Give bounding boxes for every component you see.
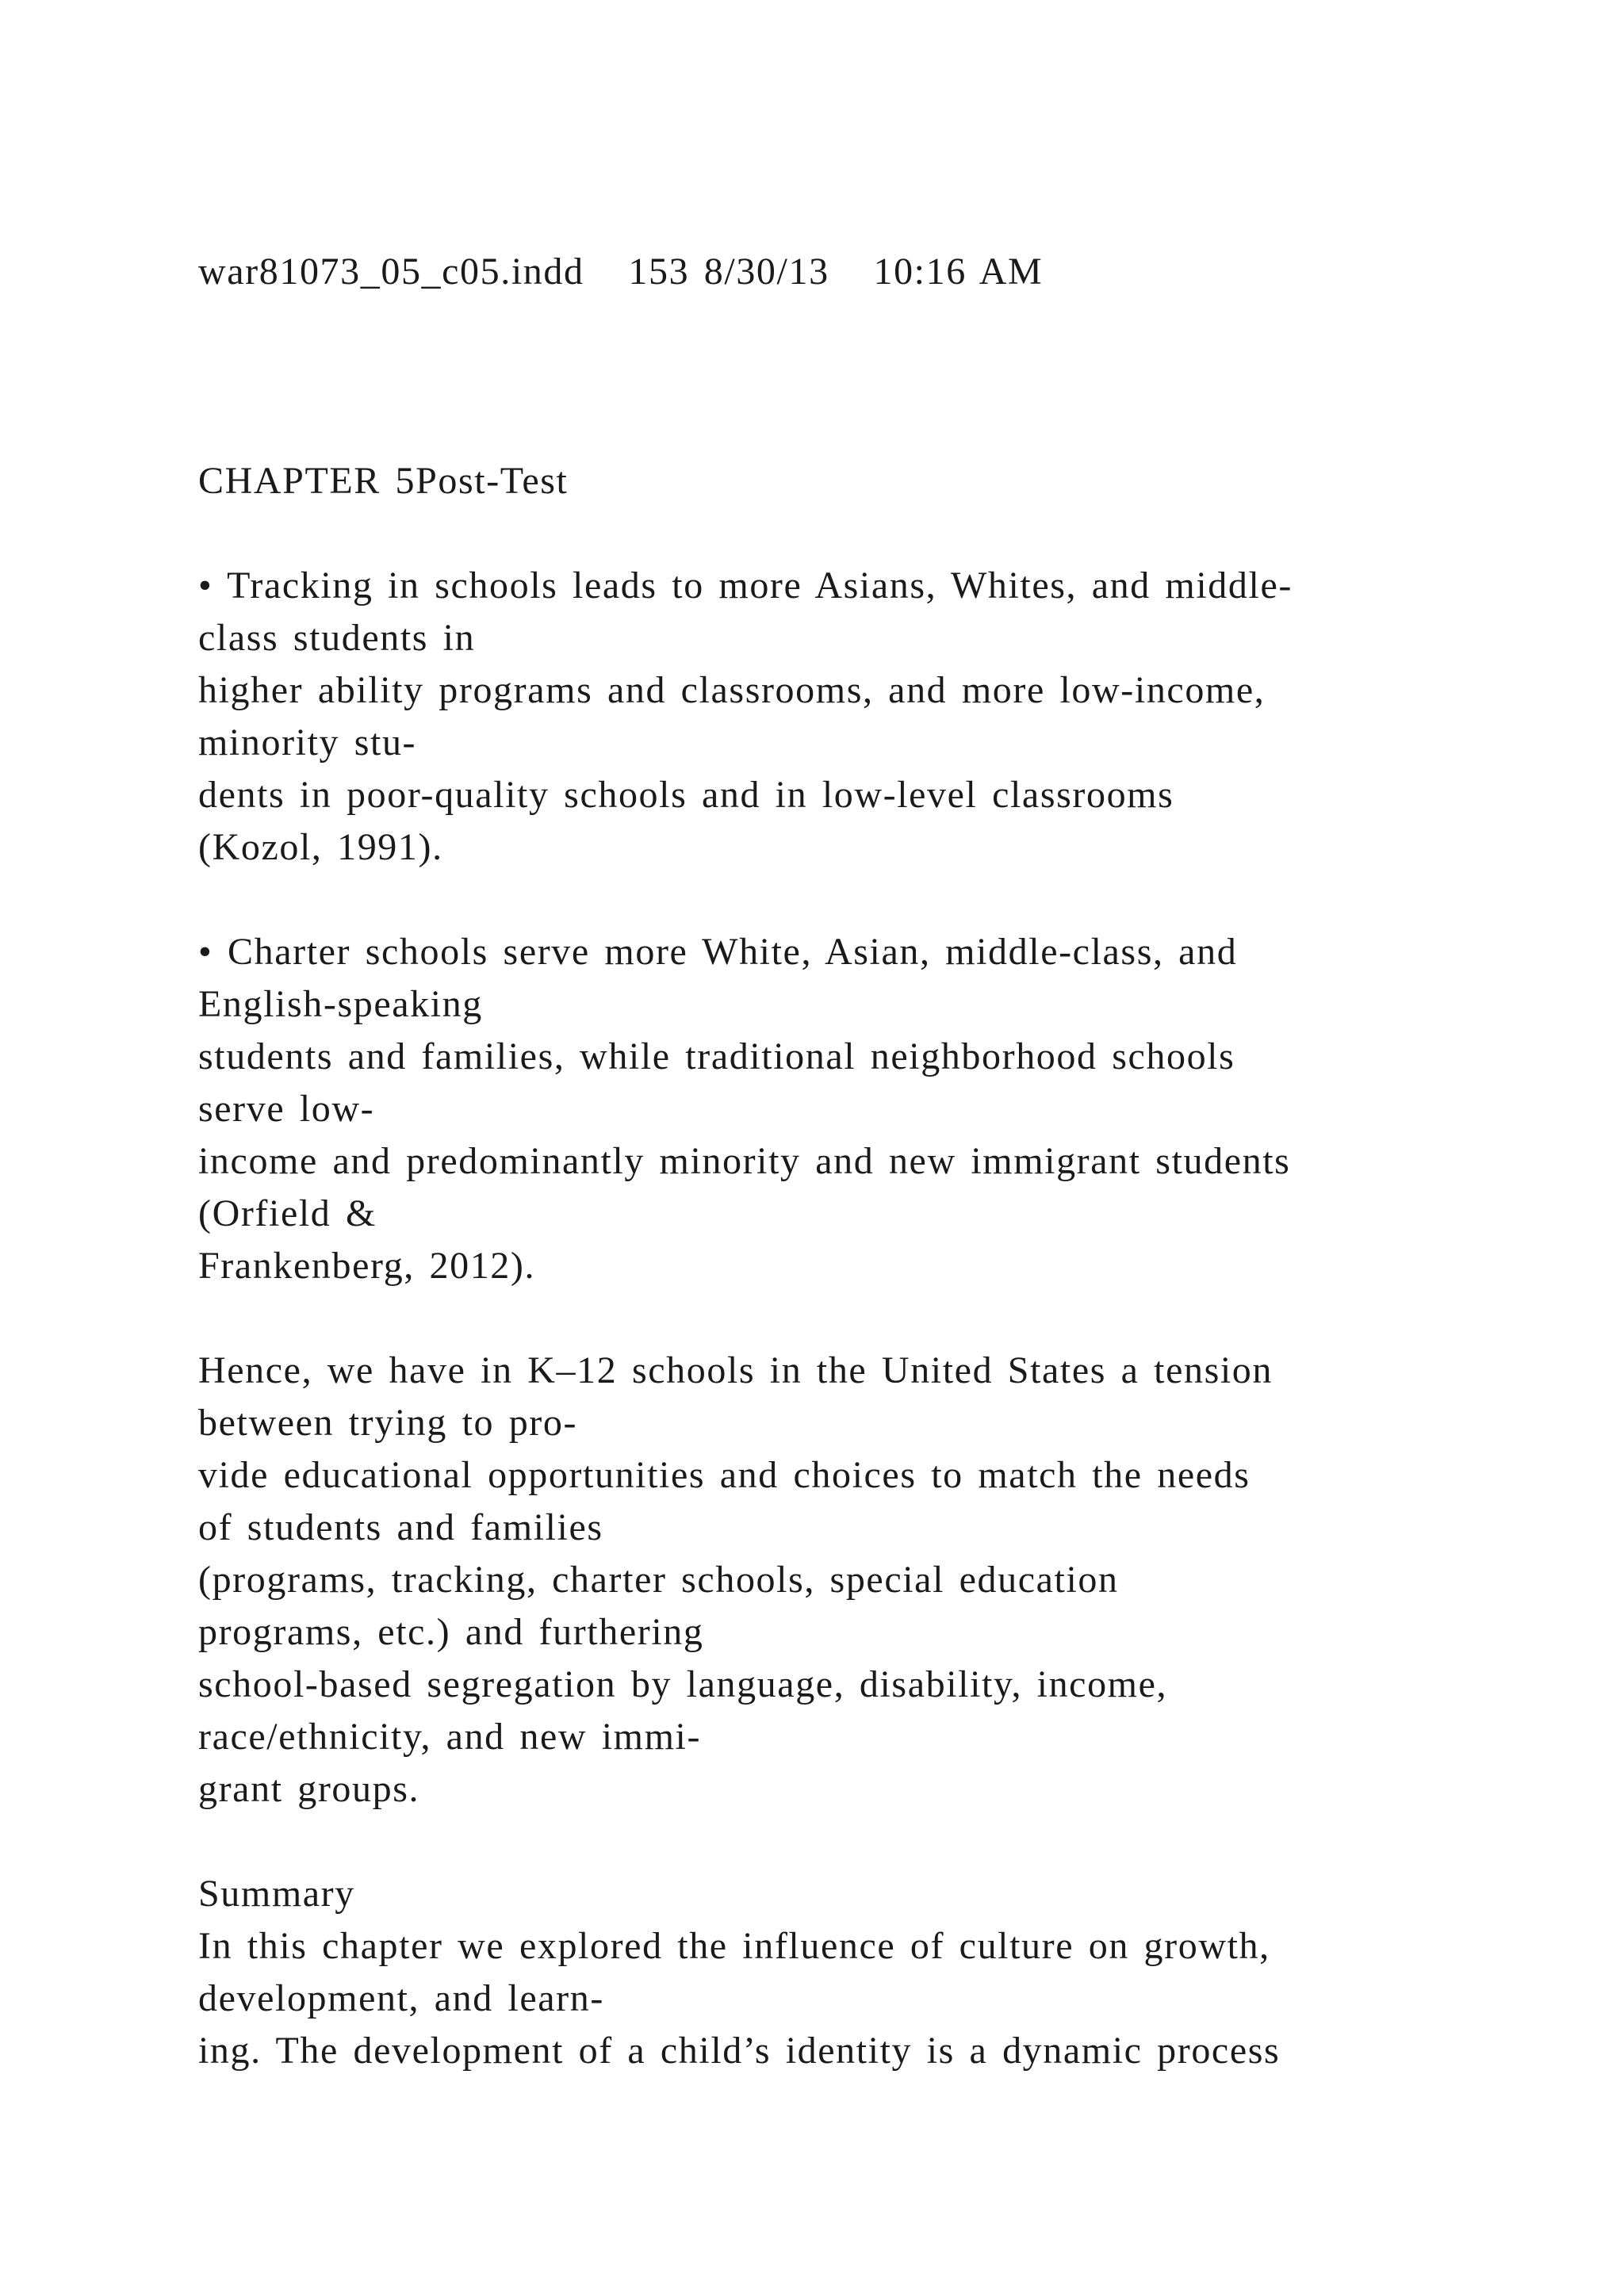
file-info-line: war81073_05_c05.indd 153 8/30/13 10:16 AM [198,251,1044,293]
text-line: vide educational opportunities and choices to match the needs [198,1454,1251,1496]
text-line: ing. The development of a child’s identity is a dynamic process [198,2030,1281,2072]
text-line: serve low- [198,1088,375,1130]
text-line: higher ability programs and classrooms, and more low-income, [198,669,1266,711]
text-line: of students and families [198,1506,603,1548]
text-line: (Orfield & [198,1192,377,1234]
body-paragraph [198,1345,1546,1816]
text-line: race/ethnicity, and new immi- [198,1716,702,1758]
text-line: students and families, while traditional neighborhood schools [198,1035,1235,1077]
text-line: • Tracking in schools leads to more Asians, Whites, and middle- [198,564,1293,607]
summary-heading: Summary [198,1873,355,1915]
text-line: In this chapter we explored the influence of culture on growth, [198,1925,1270,1967]
summary-paragraph [198,1920,1546,2077]
spacer [198,1816,1546,1868]
text-line: • Charter schools serve more White, Asian, middle-class, and [198,931,1238,973]
text-line: (Kozol, 1991). [198,826,443,868]
spacer [198,298,1546,455]
text-line: Hence, we have in K–12 schools in the United States a tension [198,1349,1273,1391]
text-line: income and predominantly minority and new immigrant students [198,1140,1291,1182]
text-line: class students in [198,617,476,659]
text-line: development, and learn- [198,1977,604,2019]
chapter-heading: CHAPTER 5Post-Test [198,460,569,502]
spacer [198,507,1546,560]
spacer [198,874,1546,926]
text-line: Frankenberg, 2012). [198,1245,536,1287]
text-line: between trying to pro- [198,1402,578,1444]
text-line: minority stu- [198,721,417,763]
text-line: school-based segregation by language, disability, income, [198,1663,1168,1705]
bullet-charter-schools [198,926,1546,1292]
bullet-tracking [198,560,1546,874]
text-line: (programs, tracking, charter schools, special education [198,1559,1119,1601]
text-line: dents in poor-quality schools and in low-level classrooms [198,774,1174,816]
document-page [198,246,1546,2077]
text-line: English-speaking [198,983,483,1025]
text-line: grant groups. [198,1768,420,1810]
text-line: programs, etc.) and furthering [198,1611,704,1653]
spacer [198,1292,1546,1345]
